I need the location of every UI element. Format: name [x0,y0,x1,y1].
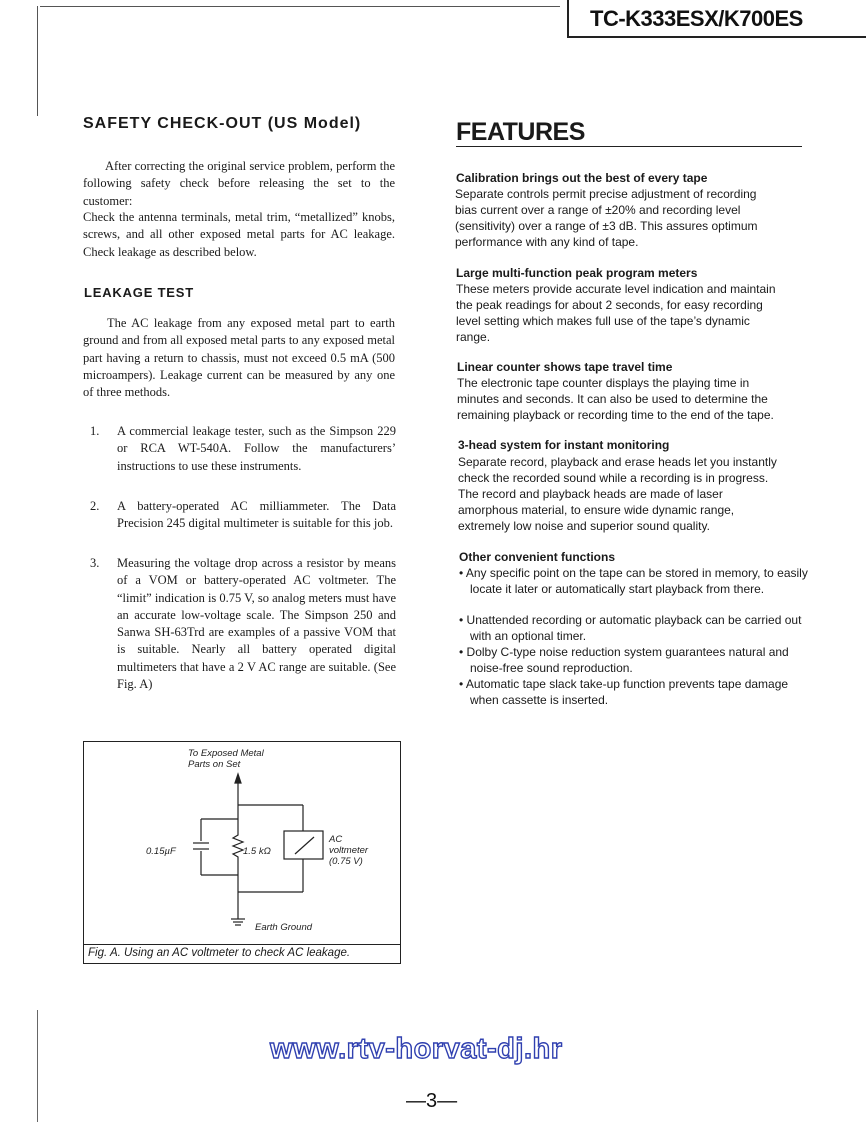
feature-paragraph: Separate record, playback and erase heads let you instantly check the recorded sound while a recording is in progress. The record and playback heads are made of laser amorphous material, to ensure wide dynamic range, extremely low noise and superior sound quality. [458,455,777,533]
left-margin-line-bottom [37,1010,38,1122]
meter-label: (0.75 V) [329,856,363,867]
feature-paragraph: The electronic tape counter displays the playing time in minutes and seconds. It can also be used to determine the remaining playback or recording time to the end of the tape. [457,376,774,422]
feature-bullet: • Unattended recording or automatic playback can be carried out with an optional timer. [459,613,802,643]
resistor-label: 1.5 kΩ [243,846,271,857]
figure-caption-divider [83,944,401,945]
list-item-text: Measuring the voltage drop across a resistor by means of a VOM or battery-operated AC voltmeter. The “limit” indication is 0.75 V, so analog meters must have an accurate low-voltage scale. The Simpson 250 and Sanwa SH-63Trd are examples of a passive VOM that is suitable. Nearly all battery operated digital multimeters that have a 2 V AC range are suitable. (See Fig. A) [117,556,397,692]
figure-caption: Fig. A. Using an AC voltmeter to check AC leakage. [88,947,351,959]
feature-bullet: • Automatic tape slack take-up function prevents tape damage when cassette is inserted. [459,677,789,707]
list-item-text: A commercial leakage tester, such as the Simpson 229 or RCA WT-540A. Follow the manufacturers’ instructions to use these instruments. [117,424,396,473]
page-number: —3— [406,1090,458,1112]
features-title-rule [456,146,802,147]
feature-paragraph: Separate controls permit precise adjustment of recording bias current over a range of ±20% and recording level (sensitivity) over a range of ±3 dB. This assures optimum performance with any kind of tape. [455,187,758,249]
left-margin-line [37,6,38,116]
capacitor-label: 0.15µF [146,846,176,857]
top-rule [40,6,560,7]
safety-heading: SAFETY CHECK-OUT (US Model) [83,115,362,132]
safety-check-paragraph: Check the antenna terminals, metal trim, “metallized” knobs, screws, and all other exposed metal parts for AC leakage. Check leakage as described below. [83,210,395,259]
meter-label: voltmeter [329,845,369,856]
feature-paragraph: These meters provide accurate level indication and maintain the peak readings for about 2 seconds, for easy recording level setting which makes full use of the tape’s dynamic range. [456,282,776,344]
feature-heading: Calibration brings out the best of every tape [456,171,708,185]
feature-heading: Linear counter shows tape travel time [457,360,673,374]
feature-heading: 3-head system for instant monitoring [458,438,670,452]
feature-bullet: • Dolby C-type noise reduction system guarantees natural and noise-free sound reproduction. [459,645,789,675]
list-item-number: 1. [90,424,100,438]
leakage-test-heading: LEAKAGE TEST [84,285,194,300]
list-item-text: A battery-operated AC milliammeter. The Data Precision 245 digital multimeter is suitable for this job. [117,499,396,531]
list-item-number: 2. [90,499,100,513]
feature-heading: Other convenient functions [459,550,616,564]
figure-label-top: Parts on Set [188,759,241,770]
feature-bullet: • Any specific point on the tape can be stored in memory, to easily locate it later or automatically start playback from there. [459,566,808,596]
ground-label: Earth Ground [255,922,313,933]
safety-intro-paragraph: After correcting the original service problem, perform the following safety check before releasing the set to the customer: [83,159,395,208]
figure-label-top: To Exposed Metal [188,748,264,759]
features-title: FEATURES [456,118,585,146]
leakage-paragraph: The AC leakage from any exposed metal part to earth ground and from all exposed metal parts to any exposed metal part having a return to chassis, must not exceed 0.5 mA (500 microampers). Leakage current can be measured by any one of three methods. [83,316,395,400]
website-watermark[interactable]: www.rtv-horvat-dj.hr [270,1033,563,1065]
model-title: TC-K333ESX/K700ES [590,6,803,31]
leakage-circuit-diagram [83,741,401,944]
feature-heading: Large multi-function peak program meters [456,266,698,280]
list-item-number: 3. [90,556,100,570]
meter-label: AC [329,834,343,845]
